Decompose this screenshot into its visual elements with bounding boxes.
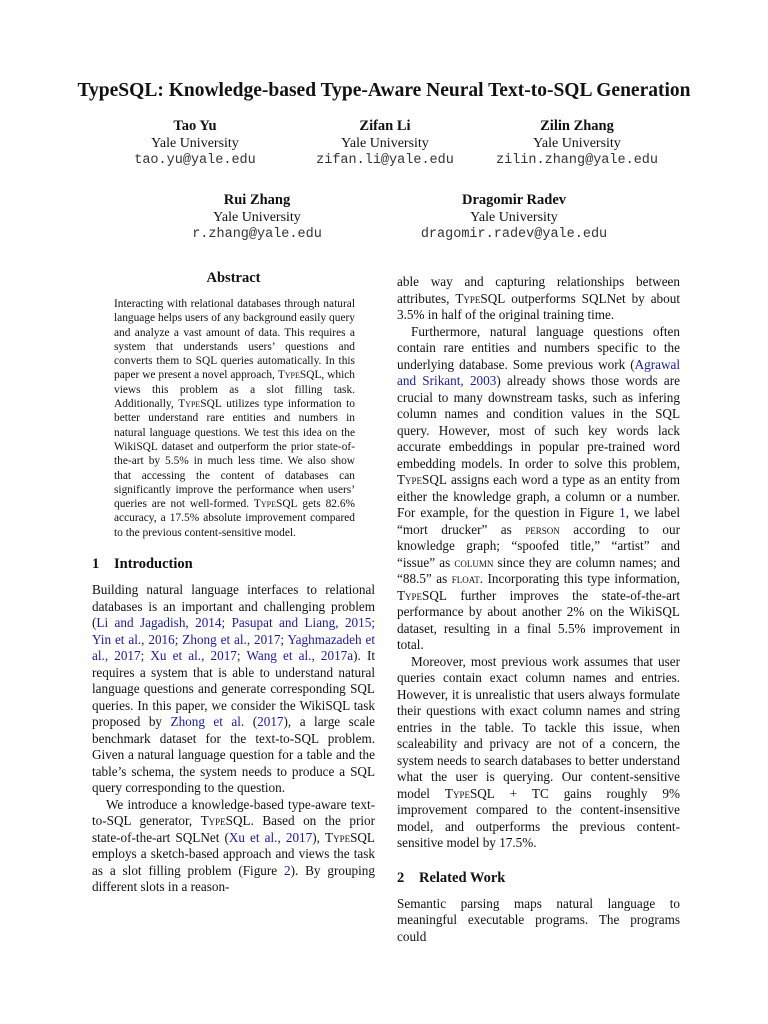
author-affiliation: Yale University: [341, 136, 429, 151]
author-name: Rui Zhang: [223, 192, 291, 208]
section-heading-related-work: 2 Related Work: [397, 869, 506, 886]
author-block: [147, 192, 367, 243]
citation-link[interactable]: Agrawal and Srikant, 2003: [397, 356, 680, 388]
intro-paragraph: Furthermore, natural language questions often contain rare entities and numbers specific to the underlying database. Some previous work (Agrawal and Srikant, 2003) already shows those words are crucial to many downstream tasks, such as infering column names and condition values in the SQL query. However, most of such key words lack accurate embeddings in popular pre-trained word embedding models. In order to solve this problem, TypeSQL assigns each word a type as an entity from either the knowledge graph, a column or a number. For example, for the question in Figure 1, we label “mort drucker” as person according to our knowledge graph; “spoofed title,” “artist” and “issue” as column since they are column names; and “88.5” as float. Incorporating this type information, TypeSQL further improves the state-of-the-art performance by about another 2% on the WikiSQL dataset, resulting in a final 5.5% improvement in total.: [397, 323, 680, 652]
author-email[interactable]: tao.yu@yale.edu: [134, 153, 256, 168]
author-email[interactable]: dragomir.radev@yale.edu: [420, 227, 608, 242]
left-column: [92, 270, 375, 896]
author-block: [394, 192, 634, 243]
author-affiliation: Yale University: [533, 136, 621, 151]
intro-paragraph: We introduce a knowledge-based type-aware text-to-SQL generator, TypeSQL. Based on the prior state-of-the-art SQLNet (Xu et al., 2017), TypeSQL employs a sketch-based approach and views the task as a slot filling problem (Figure 2). By grouping different slots in a reason-: [92, 796, 375, 895]
author-block: [467, 118, 687, 169]
abstract-text: Interacting with relational databases through natural language helps users of any background easily query and analyze a vast amount of data. This requires a system that understands users’ questions and converts them to SQL queries automatically. In this paper we present a novel approach, TypeSQL, which views this problem as a slot filling task. Additionally, TypeSQL utilizes type information to better understand rare entities and numbers in natural language questions. We test this idea on the WikiSQL dataset and outperform the prior state-of-the-art by 5.5% in much less time. We also show that accessing the content of databases can significantly improve the performance when users’ queries are not well-formed. TypeSQL gets 82.6% accuracy, a 17.5% absolute improvement compared to the previous content-sensitive model.: [114, 298, 355, 539]
author-name: Dragomir Radev: [461, 192, 567, 208]
citation-link[interactable]: Zhong et al.: [170, 714, 245, 730]
author-affiliation: Yale University: [470, 210, 558, 225]
author-name: Zilin Zhang: [540, 118, 614, 134]
related-work-paragraph: Semantic parsing maps natural language to meaningful executable programs. The programs could: [397, 895, 680, 944]
citation-link[interactable]: 2017: [257, 714, 284, 730]
author-affiliation: Yale University: [213, 210, 301, 225]
figure-link[interactable]: 2: [284, 862, 291, 878]
intro-paragraph: able way and capturing relationships between attributes, TypeSQL outperforms SQLNet by about 3.5% in half of the original training time.: [397, 274, 680, 322]
author-name: Zifan Li: [359, 118, 411, 134]
paper-title: TypeSQL: Knowledge-based Type-Aware Neural Text-to-SQL Generation: [77, 80, 691, 101]
figure-link[interactable]: 1: [619, 505, 626, 520]
right-column: [397, 274, 680, 945]
author-name: Tao Yu: [173, 118, 217, 134]
section-heading-introduction: 1 Introduction: [92, 556, 193, 573]
author-affiliation: Yale University: [151, 136, 239, 151]
author-email[interactable]: r.zhang@yale.edu: [192, 227, 322, 242]
author-email[interactable]: zifan.li@yale.edu: [316, 153, 454, 168]
intro-paragraph: Building natural language interfaces to relational databases is an important and challenging problem (Li and Jagadish, 2014; Pasupat and Liang, 2015; Yin et al., 2016; Zhong et al., 2017; Yaghmazadeh et al., 2017; Xu et al., 2017; Wang et al., 2017a). It requires a system that is able to understand natural language questions and generate corresponding SQL queries. In this paper, we consider the WikiSQL task proposed by Zhong et al. (2017), a large scale benchmark dataset for the text-to-SQL problem. Given a natural language question for a table and the table’s schema, the system needs to produce a SQL query corresponding to the question.: [92, 582, 375, 796]
citation-link[interactable]: Xu et al., 2017: [228, 829, 313, 845]
author-block: [275, 118, 495, 169]
citation-link[interactable]: Li and Jagadish, 2014; Pasupat and Liang, 2015; Yin et al., 2016; Zhong et al., 2017; Yaghmazadeh et al., 2017; Xu et al., 2017; Wang et al., 2017a: [92, 615, 375, 664]
intro-paragraph: Moreover, most previous work assumes that user queries contain exact column names and entries. However, it is unrealistic that users always formulate their questions with exact column names and string entries in the table. To tackle this issue, when scaleability and privacy are not of a concern, the system needs to search databases to better understand what the user is querying. Our content-sensitive model TypeSQL + TC gains roughly 9% improvement compared to the content-insensitive model, and outperforms the previous content-sensitive model by 17.5%.: [397, 653, 680, 850]
abstract-heading: Abstract: [206, 270, 261, 286]
author-block: [85, 118, 305, 169]
author-email[interactable]: zilin.zhang@yale.edu: [495, 153, 659, 168]
